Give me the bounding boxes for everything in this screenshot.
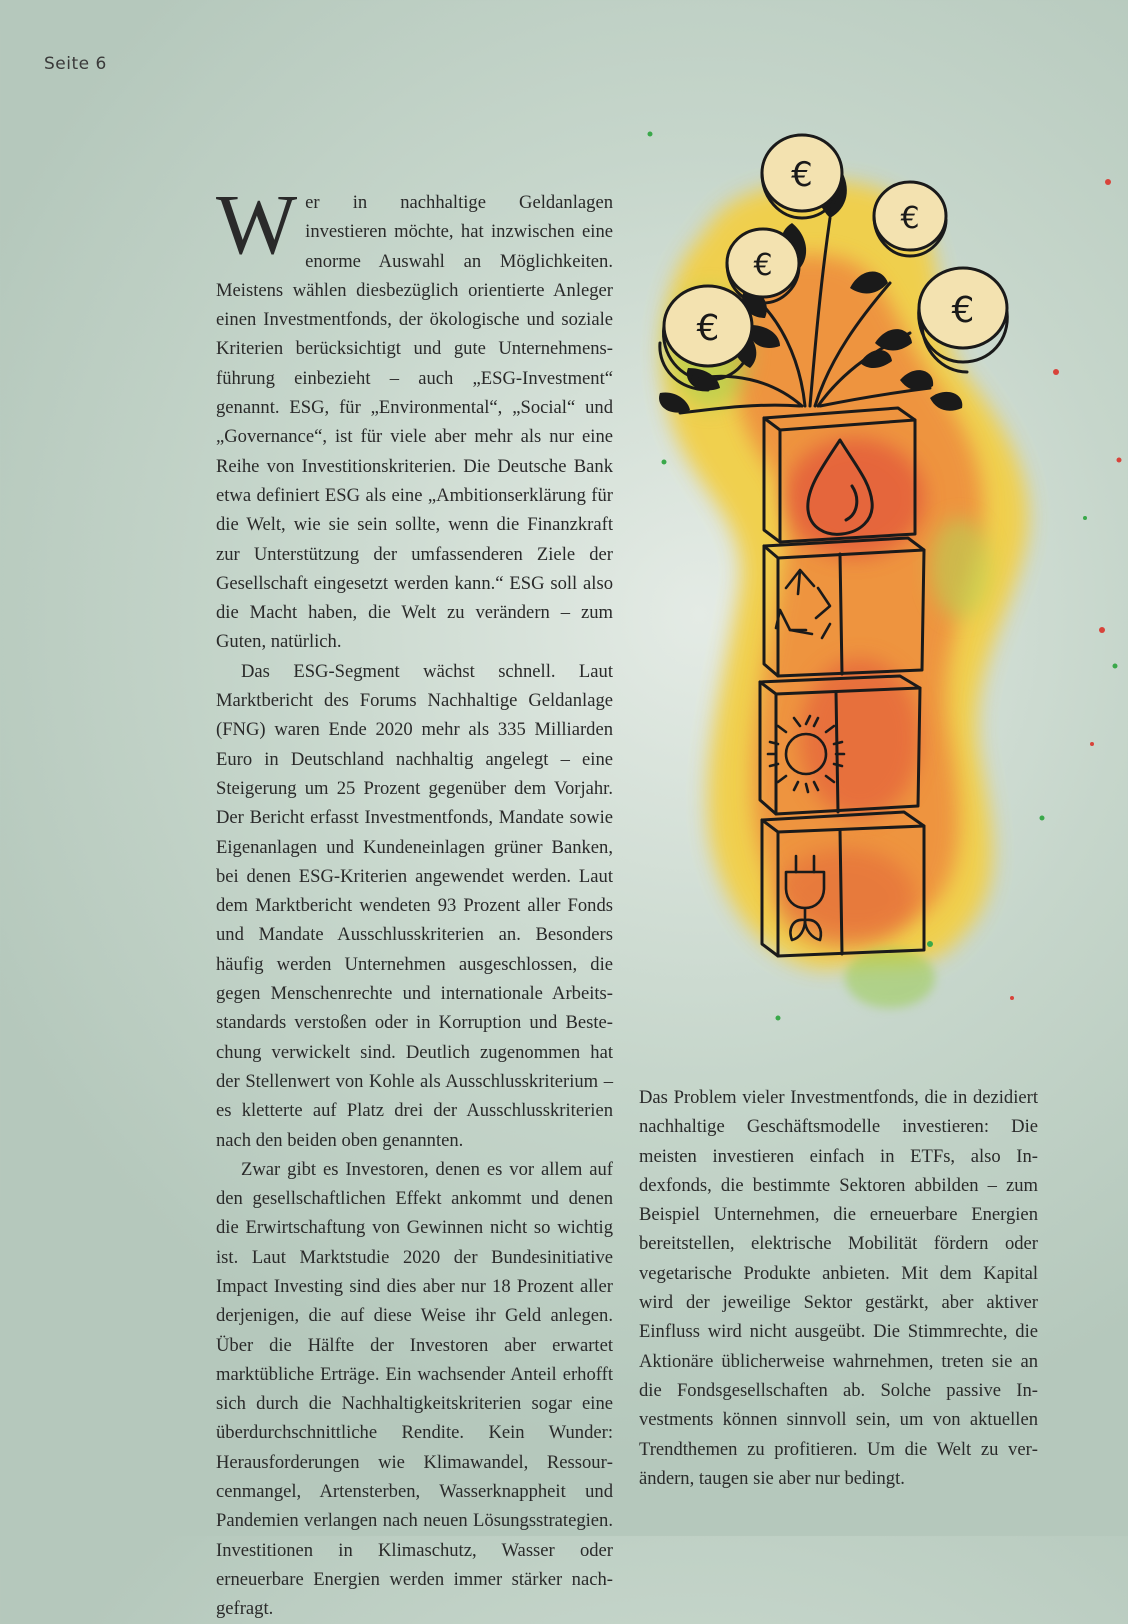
page-number: Seite 6 (44, 54, 107, 74)
euro-coin-2 (874, 182, 946, 256)
paragraph-1-text: er in nachhaltige Geldanlagen investieren möchte, hat inzwischen eine enorme Auswahl an Möglichkeiten. Meistens wählen diesbezüglich orientierte Anleger einen Investmentfonds, der ökologische und soziale Kriterien berücksichtigt und gute Unternehmensführung einbezieht – auch „ESG-Investment“ genannt. ESG, für „Environmental“, „Social“ und „Governance“, ist für viele aber mehr als nur eine Reihe von Investitionskriterien. Die Deutsche Bank etwa definiert ESG als eine „Ambitionserklärung für die Welt, wie sie sein sollte, wenn die Finanzkraft zur Unterstützung der umfassenderen Ziele der Gesellschaft eingesetzt werden kann.“ ESG soll also die Macht haben, die Welt zu verändern – zum Guten, natürlich. (216, 192, 613, 653)
article-column-left (216, 176, 613, 1624)
paragraph-2: Das ESG-Segment wächst schnell. Laut Marktbericht des Forums Nachhaltige Geldanlage (FNG) waren Ende 2020 mehr als 335 Milliarden Euro in Deutschland nachhaltig angelegt – eine Steigerung um 25 Prozent gegenüber dem Vorjahr. Der Bericht erfasst Investmentfonds, Mandate sowie Eigenanlagen und Kundeneinlagen grüner Banken, bei denen ESG-Kriterien angewendet werden. Laut dem Marktbericht wendeten 93 Prozent aller Fonds und Mandate Ausschlusskriterien an. Besonders häufig werden Unternehmen ausgeschlossen, die gegen Menschenrechte und internationale Arbeitsstandards verstoßen oder in Korruption und Bestechung verwickelt sind. Deutlich zugenommen hat der Stellenwert von Kohle als Ausschlusskriterium – es kletterte auf Platz drei der Ausschlusskriterien nach den beiden oben genannten. (216, 660, 613, 1151)
euro-symbol: € (696, 308, 720, 349)
euro-symbol: € (900, 201, 920, 236)
euro-coin-1 (762, 135, 842, 218)
article-column-right (639, 1083, 1038, 1493)
euro-symbol: € (951, 290, 975, 331)
paragraph-1 (216, 176, 613, 657)
esg-illustration (630, 118, 1128, 1038)
paragraph-4: Das Problem vieler Investmentfonds, die in dezidiert nachhaltige Geschäftsmodelle investieren: Die meisten investieren einfach in ETFs, also Indexfonds, die bestimmte Sektoren abbilden – zum Beispiel Unternehmen, die erneuerbare Energien bereitstellen, elektrische Mobilität fördern oder vegetarische Produkte anbieten. Mit dem Kapital wird der jeweilige Sektor gestärkt, aber aktiver Einfluss wird nicht ausgeübt. Die Stimmrechte, die Aktionäre üblicherweise wahrnehmen, treten sie an die Fondsgesellschaften ab. Solche passive Investments können sinnvoll sein, um von aktuellen Trendthemen zu profitieren. Um die Welt zu verändern, taugen sie aber nur bedingt. (639, 1087, 1038, 1489)
paragraph-3: Zwar gibt es Investoren, denen es vor allem auf den gesellschaftlichen Effekt ankommt und denen die Erwirtschaftung von Gewinnen nicht so wichtig ist. Laut Marktstudie 2020 der Bundesinitiative Impact Investing sind dies aber nur 18 Prozent aller derjenigen, die auf diese Weise ihr Geld anlegen. Über die Hälfte der Investoren aber erwartet marktübliche Erträge. Ein wachsender Anteil erhofft sich durch die Nachhaltigkeitskriterien sogar eine überdurchschnittliche Rendite. Kein Wunder: Herausforderungen wie Klimawandel, Ressourcenmangel, Artensterben, Wasserknappheit und Pandemien verlangen nach neuen Lösungsstrategien. Investitionen in Klimaschutz, Wasser oder erneuerbare Energien werden immer stärker nachgefragt. (216, 1158, 613, 1620)
euro-symbol: € (791, 155, 813, 195)
euro-coin-3 (727, 229, 799, 303)
euro-symbol: € (753, 248, 773, 283)
drop-cap: W (216, 176, 298, 272)
